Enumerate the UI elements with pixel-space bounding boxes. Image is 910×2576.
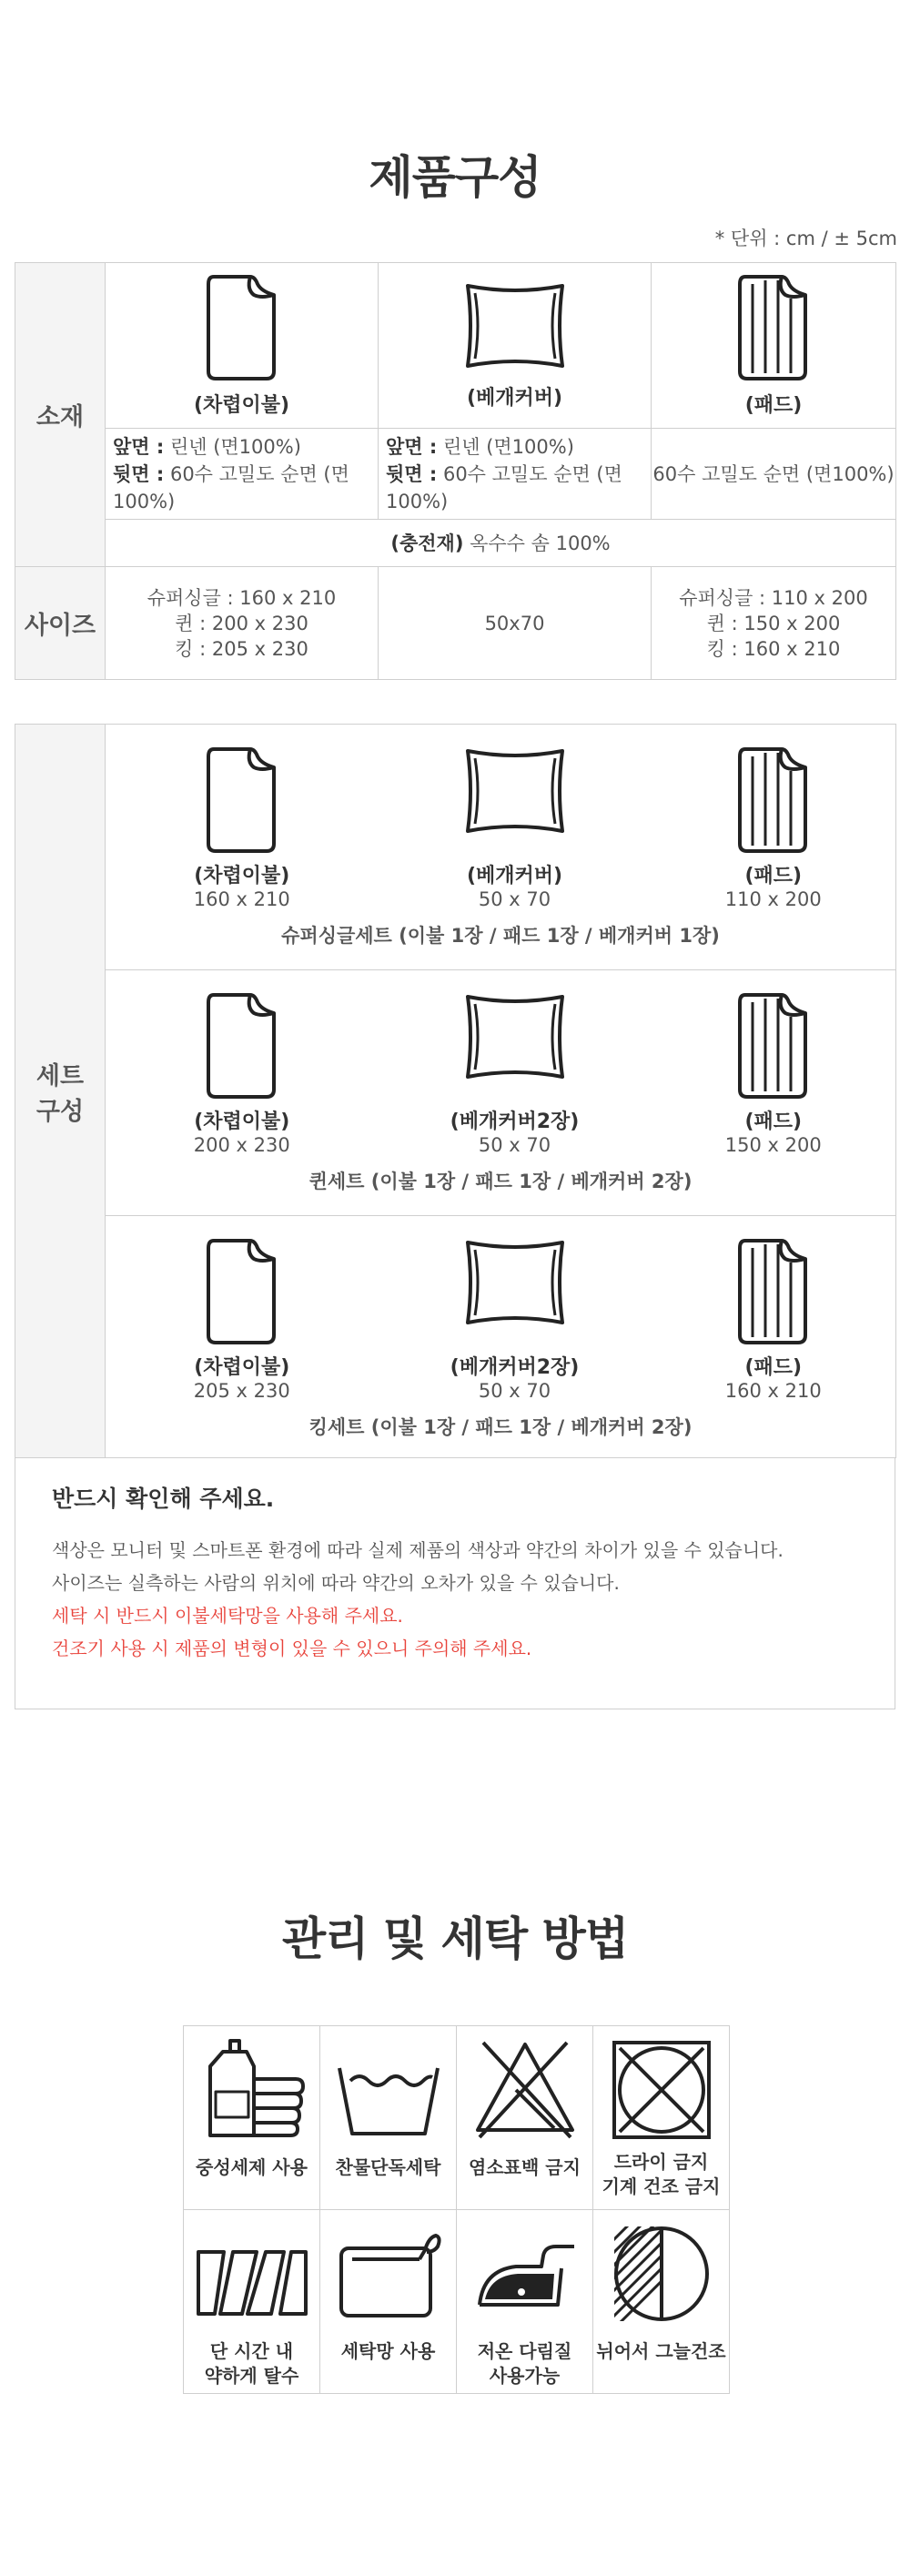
filling-material: (충전재) 옥수수 솜 100% [106, 520, 896, 567]
blanket-icon [205, 1237, 279, 1346]
care-item: 중성세제 사용 [184, 2026, 320, 2210]
set-header: 세트 구성 [15, 725, 106, 1458]
pad-icon [736, 991, 811, 1100]
pillow-icon [460, 745, 570, 837]
cold-wash-icon [334, 2035, 443, 2145]
item-label: (베개커버) [466, 387, 563, 410]
notice-line: 사이즈는 실측하는 사람의 위치에 따라 약간의 오차가 있을 수 있습니다. [52, 1572, 620, 1594]
shade-dry-flat-icon [607, 2219, 716, 2328]
no-bleach-icon [470, 2035, 580, 2145]
blanket-sizes: 슈퍼싱글 : 160 x 210 퀸 : 200 x 230 킹 : 205 x 230 [106, 567, 379, 680]
blanket-icon [205, 991, 279, 1100]
pillow-icon [460, 280, 570, 371]
pad-icon [736, 273, 811, 382]
pad-material: 60수 고밀도 순면 (면100%) [652, 429, 896, 520]
gentle-spin-icon [193, 2219, 311, 2328]
care-table [183, 2025, 730, 2394]
pillow-size: 50x70 [379, 567, 652, 680]
composition-title: 제품구성 [369, 151, 541, 204]
composition-table [15, 262, 896, 680]
set-table [15, 724, 896, 1458]
care-item: 드라이 금지 기계 건조 금지 [593, 2026, 730, 2210]
notice-box [15, 1457, 895, 1709]
pillow-icon [460, 991, 570, 1082]
set-name-queen: 퀸세트 (이불 1장 / 패드 1장 / 베개커버 2장) [106, 1160, 896, 1216]
notice-warning: 건조기 사용 시 제품의 변형이 있을 수 있으니 주의해 주세요. [52, 1638, 532, 1659]
care-title: 관리 및 세탁 방법 [281, 1912, 629, 1965]
item-label: (차렵이불) [193, 394, 290, 417]
set-name-king: 킹세트 (이불 1장 / 패드 1장 / 베개커버 2장) [106, 1405, 896, 1458]
unit-note: * 단위 : cm / ± 5cm [714, 228, 897, 249]
set-item-pad: (패드) 160 x 210 [652, 1216, 896, 1405]
care-item: 저온 다림질 사용가능 [457, 2210, 593, 2394]
set-item-pillow: (베개커버2장) 50 x 70 [379, 970, 652, 1160]
care-item: 뉘어서 그늘건조 [593, 2210, 730, 2394]
low-iron-icon [470, 2219, 580, 2328]
care-item: 염소표백 금지 [457, 2026, 593, 2210]
blanket-icon [205, 745, 279, 855]
set-item-pillow: (베개커버2장) 50 x 70 [379, 1216, 652, 1405]
item-label: (패드) [744, 394, 803, 417]
notice-line: 색상은 모니터 및 스마트폰 환경에 따라 실제 제품의 색상과 약간의 차이가 있을 수 있습니다. [52, 1539, 784, 1561]
pad-sizes: 슈퍼싱글 : 110 x 200 퀸 : 150 x 200 킹 : 160 x 210 [652, 567, 896, 680]
care-item: 세탁망 사용 [320, 2210, 457, 2394]
laundry-net-icon [334, 2219, 443, 2328]
set-item-blanket: (차렵이불) 160 x 210 [106, 725, 379, 914]
care-item: 찬물단독세탁 [320, 2026, 457, 2210]
notice-warning: 세탁 시 반드시 이불세탁망을 사용해 주세요. [52, 1605, 403, 1627]
set-name-supersingle: 슈퍼싱글세트 (이불 1장 / 패드 1장 / 베개커버 1장) [106, 914, 896, 970]
material-header: 소재 [15, 263, 106, 567]
set-item-pad: (패드) 150 x 200 [652, 970, 896, 1160]
size-header: 사이즈 [15, 567, 106, 680]
set-item-pillow: (베개커버) 50 x 70 [379, 725, 652, 914]
blanket-material: 앞면 : 린넨 (면100%) 뒷면 : 60수 고밀도 순면 (면100%) [106, 429, 379, 520]
item-pad [652, 263, 896, 429]
set-item-blanket: (차렵이불) 205 x 230 [106, 1216, 379, 1405]
blanket-icon [205, 273, 279, 382]
detergent-icon [197, 2035, 307, 2145]
care-item: 단 시간 내 약하게 탈수 [184, 2210, 320, 2394]
item-blanket [106, 263, 379, 429]
no-dry-clean-icon [607, 2035, 716, 2145]
pad-icon [736, 745, 811, 855]
pillow-icon [460, 1237, 570, 1328]
set-item-pad: (패드) 110 x 200 [652, 725, 896, 914]
notice-title: 반드시 확인해 주세요. [52, 1486, 275, 1512]
pad-icon [736, 1237, 811, 1346]
item-pillow [379, 263, 652, 429]
set-item-blanket: (차렵이불) 200 x 230 [106, 970, 379, 1160]
pillow-material: 앞면 : 린넨 (면100%) 뒷면 : 60수 고밀도 순면 (면100%) [379, 429, 652, 520]
